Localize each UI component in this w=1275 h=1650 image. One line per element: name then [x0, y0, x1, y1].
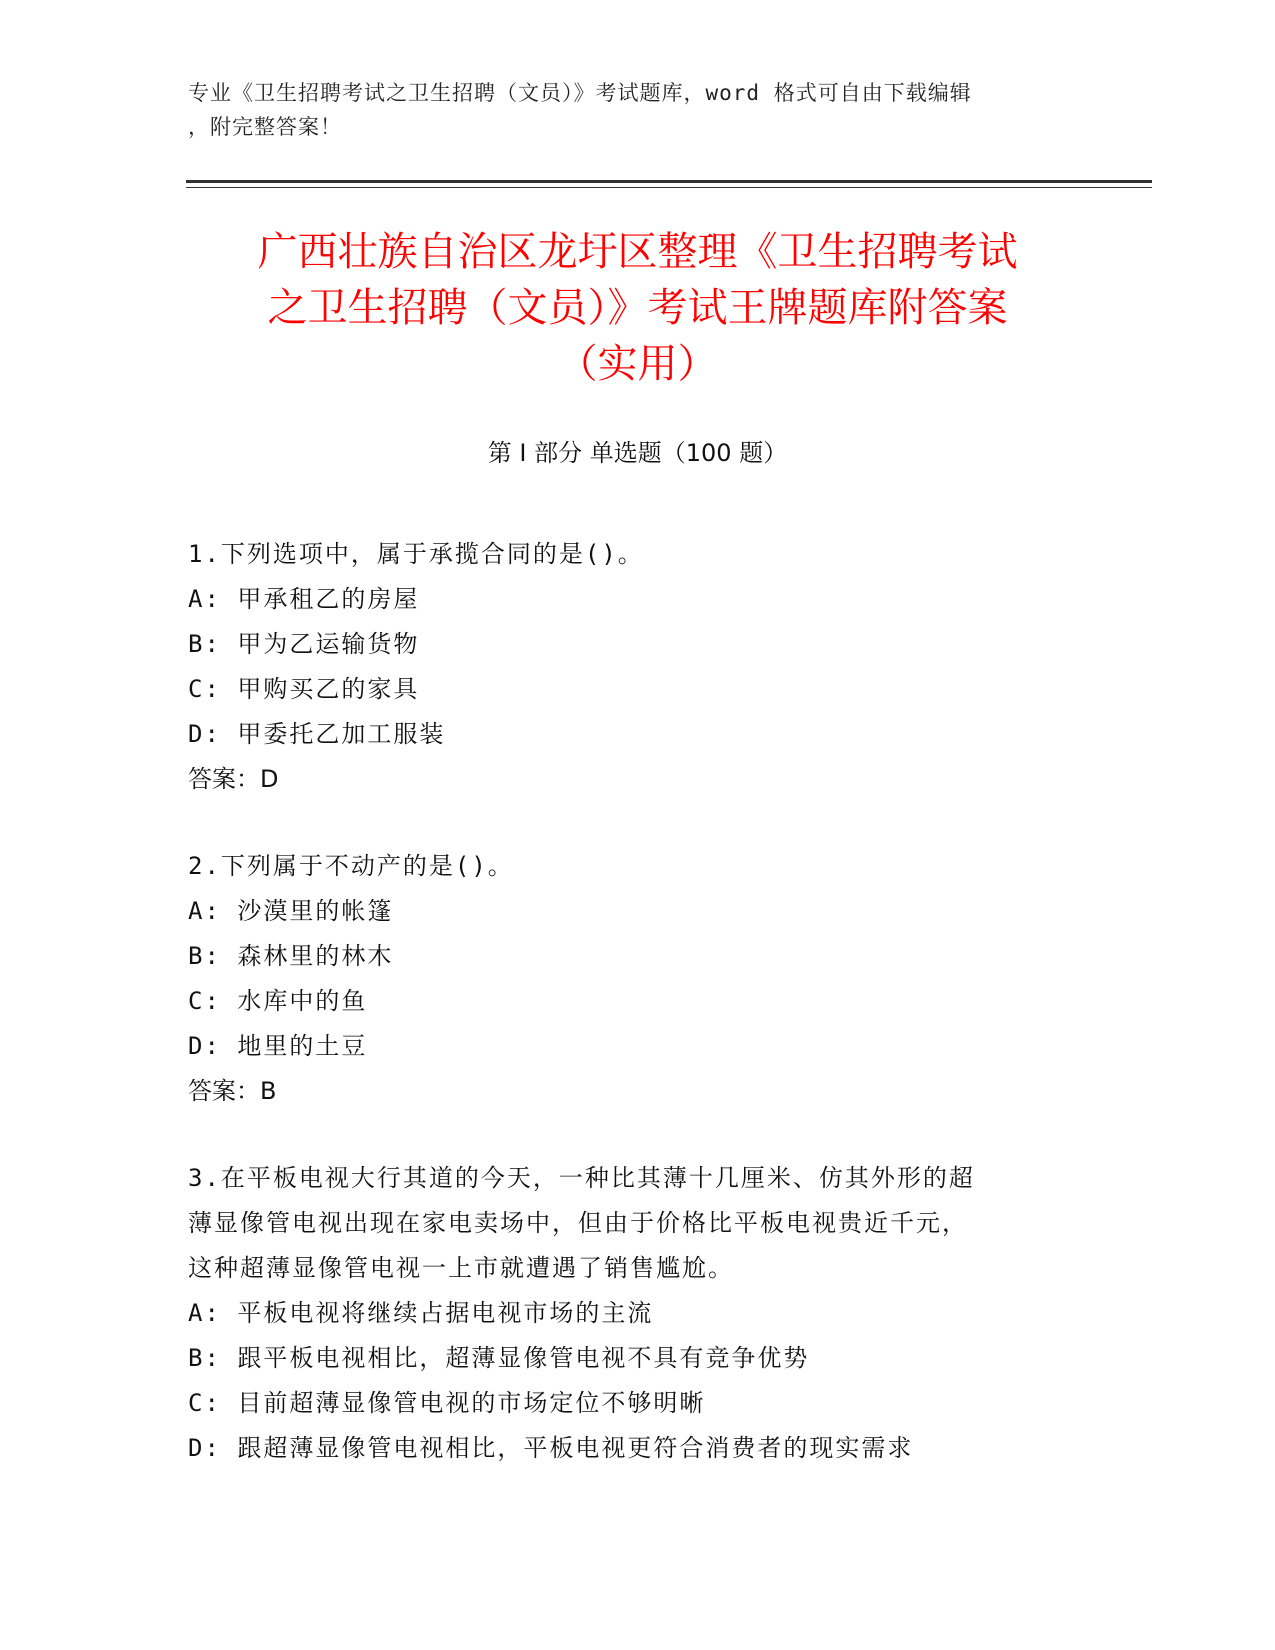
document-title-line: 广西壮族自治区龙圩区整理《卫生招聘考试: [257, 229, 1018, 275]
option-b: B: 跟平板电视相比，超薄显像管电视不具有竞争优势: [188, 1344, 810, 1372]
option-d: D: 地里的土豆: [188, 1032, 368, 1060]
section-title: 第 I 部分 单选题（100 题）: [487, 439, 788, 467]
header-divider-thick: [186, 180, 1152, 183]
header-note: [188, 76, 1068, 144]
option-c: C: 甲购买乙的家具: [188, 675, 420, 703]
question-stem-line: 2.下列属于不动产的是()。: [188, 852, 514, 880]
option-a: A: 沙漠里的帐篷: [188, 897, 394, 925]
option-a: A: 平板电视将继续占据电视市场的主流: [188, 1299, 654, 1327]
header-divider-thin: [186, 187, 1152, 188]
question-stem: [188, 1156, 1068, 1291]
option-c: C: 水库中的鱼: [188, 987, 368, 1015]
document-title: [180, 224, 1095, 392]
option-c: C: 目前超薄显像管电视的市场定位不够明晰: [188, 1389, 706, 1417]
option-a: A: 甲承租乙的房屋: [188, 585, 420, 613]
document-title-line: （实用）: [557, 341, 718, 387]
question-2: [188, 844, 1068, 1114]
question-stem-line: 3.在平板电视大行其道的今天，一种比其薄十几厘米、仿其外形的超: [188, 1164, 975, 1192]
question-1: [188, 532, 1068, 802]
question-stem-line: 这种超薄显像管电视一上市就遭遇了销售尴尬。: [188, 1254, 734, 1282]
question-stem-line: 薄显像管电视出现在家电卖场中，但由于价格比平板电视贵近千元，: [188, 1209, 968, 1237]
option-b: B: 甲为乙运输货物: [188, 630, 420, 658]
option-b: B: 森林里的林木: [188, 942, 394, 970]
question-3: [188, 1156, 1068, 1471]
header-note-line: 专业《卫生招聘考试之卫生招聘（文员）》考试题库，word 格式可自由下载编辑: [188, 81, 972, 105]
option-d: D: 跟超薄显像管电视相比，平板电视更符合消费者的现实需求: [188, 1434, 914, 1462]
header-note-line: ，附完整答案！: [188, 115, 342, 139]
question-stem: [188, 844, 1068, 889]
question-stem-line: 1.下列选项中，属于承揽合同的是()。: [188, 540, 644, 568]
question-stem: [188, 532, 1068, 577]
option-d: D: 甲委托乙加工服装: [188, 720, 446, 748]
answer-line: 答案：B: [188, 1077, 277, 1105]
answer-line: 答案：D: [188, 765, 279, 793]
document-title-line: 之卫生招聘（文员）》考试王牌题库附答案: [267, 285, 1008, 331]
question-list: [188, 532, 1068, 1513]
